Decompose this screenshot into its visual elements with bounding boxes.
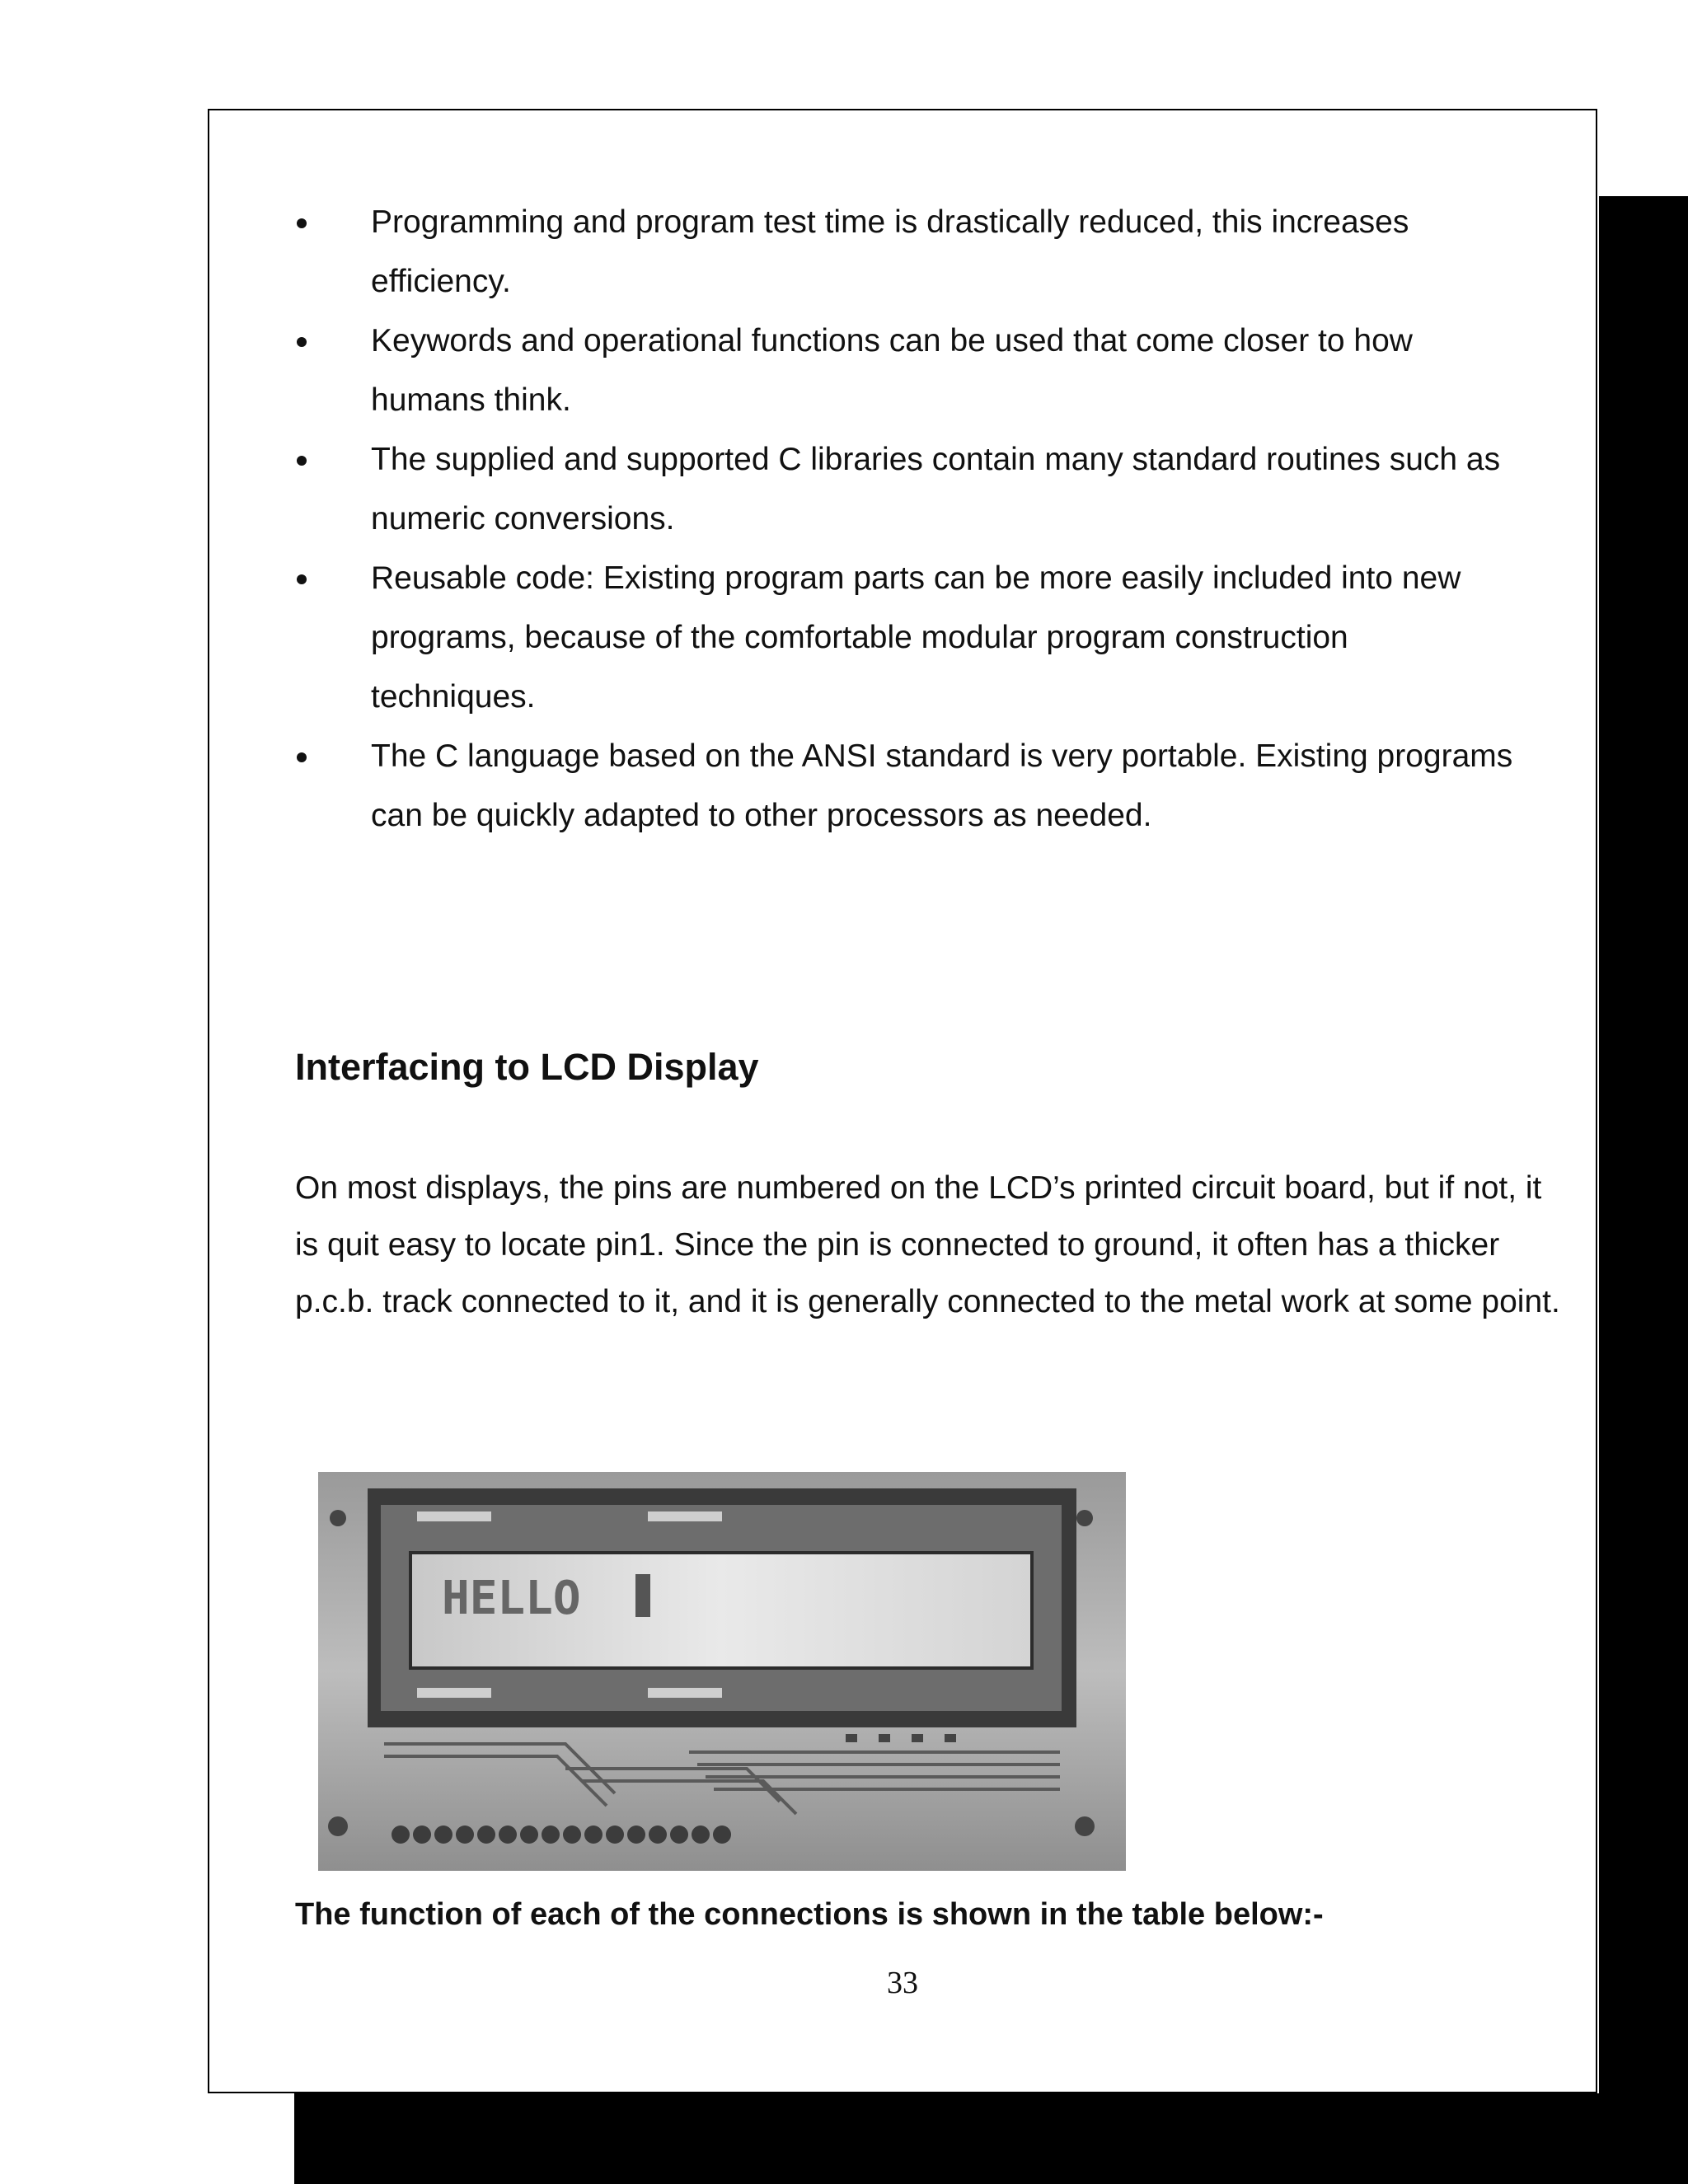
body-paragraph: On most displays, the pins are numbered on the LCD’s printed circuit board, but if not, it is quit easy to locate pin1. Since the pin is connected to ground, it often has a thicker p.c.b. track connected to it, and it is generally connected to the metal work at some point. [295, 1170, 1560, 1319]
bezel-clip [648, 1511, 722, 1521]
bullet-icon [297, 218, 307, 228]
bullet-item [209, 727, 1596, 846]
bullet-text: Programming and program test time is drastically reduced, this increases efficiency. [371, 204, 1409, 299]
page-shadow-bottom [294, 2093, 1688, 2184]
document-page [208, 109, 1597, 2093]
bullet-item [209, 549, 1596, 727]
bezel-clip [417, 1688, 491, 1698]
lcd-display-text: HELLO [442, 1572, 581, 1625]
bullet-item [209, 193, 1596, 312]
bullet-text: The supplied and supported C libraries contain many standard routines such as numeric conversions. [371, 442, 1501, 537]
bullet-item [209, 430, 1596, 549]
bullet-text: The C language based on the ANSI standard is very portable. Existing programs can be quickly adapted to other processors as needed. [371, 738, 1513, 833]
mounting-hole [1076, 1510, 1093, 1526]
lcd-module-photo [318, 1472, 1126, 1871]
mounting-hole [328, 1816, 348, 1836]
bullet-icon [297, 456, 307, 466]
mounting-hole [1075, 1816, 1095, 1836]
mounting-hole [330, 1510, 346, 1526]
bezel-clip [648, 1688, 722, 1698]
page-shadow-right [1599, 196, 1688, 2184]
bullet-list [209, 193, 1596, 846]
table-caption: The function of each of the connections is shown in the table below:- [295, 1897, 1324, 1932]
bezel-clip [417, 1511, 491, 1521]
bullet-text: Keywords and operational functions can be used that come closer to how humans think. [371, 323, 1413, 418]
lcd-cursor [635, 1574, 650, 1617]
bullet-icon [297, 337, 307, 347]
bullet-icon [297, 752, 307, 762]
bullet-item [209, 312, 1596, 430]
page-number: 33 [887, 1966, 918, 2000]
bullet-text: Reusable code: Existing program parts can be more easily included into new programs, because of the comfortable modular program construction techniques. [371, 560, 1461, 715]
bullet-icon [297, 574, 307, 584]
section-heading: Interfacing to LCD Display [295, 1046, 759, 1088]
